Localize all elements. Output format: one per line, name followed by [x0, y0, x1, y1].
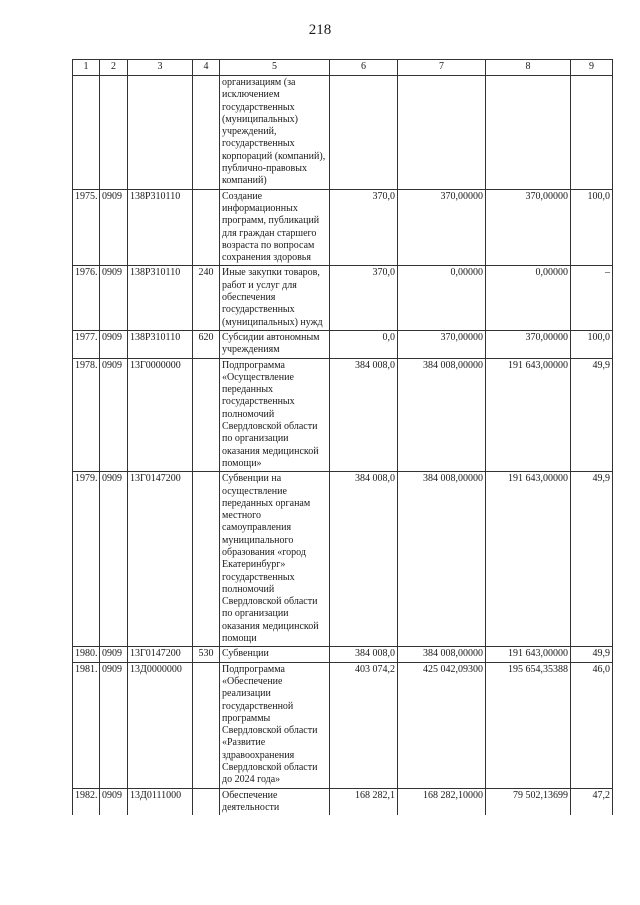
- section-code: 0909: [100, 358, 128, 472]
- execution-percent: 49,9: [571, 472, 613, 647]
- page-number: 218: [308, 22, 332, 38]
- planned-amount: 370,0: [330, 266, 398, 330]
- executed-amount: 191 643,00000: [486, 358, 571, 472]
- section-code: 0909: [100, 189, 128, 266]
- table-row: [73, 189, 613, 266]
- executed-amount: 370,00000: [486, 330, 571, 358]
- row-number: 1975.: [73, 189, 100, 266]
- table-row: [73, 358, 613, 472]
- revised-amount: 168 282,10000: [398, 788, 486, 815]
- target-code: [128, 76, 193, 190]
- section-code: 0909: [100, 788, 128, 815]
- planned-amount: 0,0: [330, 330, 398, 358]
- target-code: 138P310110: [128, 330, 193, 358]
- column-header: 1: [73, 60, 100, 76]
- revised-amount: 370,00000: [398, 189, 486, 266]
- row-number: [73, 76, 100, 190]
- planned-amount: 403 074,2: [330, 662, 398, 788]
- execution-percent: 100,0: [571, 189, 613, 266]
- executed-amount: 79 502,13699: [486, 788, 571, 815]
- column-header: 4: [193, 60, 220, 76]
- revised-amount: 425 042,09300: [398, 662, 486, 788]
- item-description: Подпрограмма «Осуществление переданных государственных полномочий Свердловской области по организации оказания медицинской помощи»: [220, 358, 330, 472]
- section-code: 0909: [100, 647, 128, 662]
- expense-type: 620: [193, 330, 220, 358]
- expense-type: [193, 472, 220, 647]
- row-number: 1976.: [73, 266, 100, 330]
- revised-amount: 370,00000: [398, 330, 486, 358]
- section-code: 0909: [100, 472, 128, 647]
- revised-amount: 384 008,00000: [398, 647, 486, 662]
- execution-percent: 47,2: [571, 788, 613, 815]
- execution-percent: 49,9: [571, 358, 613, 472]
- executed-amount: 195 654,35388: [486, 662, 571, 788]
- expense-type: 240: [193, 266, 220, 330]
- row-number: 1978.: [73, 358, 100, 472]
- item-description: Субвенции: [220, 647, 330, 662]
- planned-amount: 384 008,0: [330, 358, 398, 472]
- table-row: [73, 266, 613, 330]
- table-row: [73, 788, 613, 815]
- executed-amount: [486, 76, 571, 190]
- row-number: 1979.: [73, 472, 100, 647]
- row-number: 1980.: [73, 647, 100, 662]
- planned-amount: 168 282,1: [330, 788, 398, 815]
- revised-amount: 384 008,00000: [398, 472, 486, 647]
- execution-percent: –: [571, 266, 613, 330]
- column-header: 7: [398, 60, 486, 76]
- section-code: [100, 76, 128, 190]
- section-code: 0909: [100, 266, 128, 330]
- table-row: [73, 662, 613, 788]
- target-code: 13Д0000000: [128, 662, 193, 788]
- target-code: 13Д0111000: [128, 788, 193, 815]
- executed-amount: 370,00000: [486, 189, 571, 266]
- table-row: [73, 330, 613, 358]
- section-code: 0909: [100, 330, 128, 358]
- item-description: Обеспечение деятельности: [220, 788, 330, 815]
- column-header: 2: [100, 60, 128, 76]
- execution-percent: [571, 76, 613, 190]
- item-description: Иные закупки товаров, работ и услуг для обеспечения государственных (муниципальных) нужд: [220, 266, 330, 330]
- expense-type: [193, 662, 220, 788]
- execution-percent: 46,0: [571, 662, 613, 788]
- item-description: Субсидии автономным учреждениям: [220, 330, 330, 358]
- execution-percent: 49,9: [571, 647, 613, 662]
- table-row: [73, 472, 613, 647]
- row-number: 1982.: [73, 788, 100, 815]
- header-row: [73, 60, 613, 76]
- table-row: [73, 76, 613, 190]
- expense-type: [193, 358, 220, 472]
- planned-amount: 384 008,0: [330, 647, 398, 662]
- target-code: 138P310110: [128, 189, 193, 266]
- planned-amount: 370,0: [330, 189, 398, 266]
- executed-amount: 0,00000: [486, 266, 571, 330]
- column-header: 6: [330, 60, 398, 76]
- revised-amount: 384 008,00000: [398, 358, 486, 472]
- planned-amount: [330, 76, 398, 190]
- target-code: 13Г0147200: [128, 472, 193, 647]
- expense-type: [193, 76, 220, 190]
- row-number: 1977.: [73, 330, 100, 358]
- column-header: 5: [220, 60, 330, 76]
- expense-type: [193, 788, 220, 815]
- row-number: 1981.: [73, 662, 100, 788]
- revised-amount: [398, 76, 486, 190]
- section-code: 0909: [100, 662, 128, 788]
- column-header: 9: [571, 60, 613, 76]
- target-code: 13Г0147200: [128, 647, 193, 662]
- target-code: 13Г0000000: [128, 358, 193, 472]
- item-description: организациям (за исключением государственных (муниципальных) учреждений, государственных корпораций (компаний), публично-правовых компаний): [220, 76, 330, 190]
- item-description: Подпрограмма «Обеспечение реализации государственной программы Свердловской области «Развитие здравоохранения Свердловской области до 2024 года»: [220, 662, 330, 788]
- expense-type: 530: [193, 647, 220, 662]
- column-header: 3: [128, 60, 193, 76]
- revised-amount: 0,00000: [398, 266, 486, 330]
- executed-amount: 191 643,00000: [486, 647, 571, 662]
- item-description: Субвенции на осуществление переданных органам местного самоуправления муниципального образования «город Екатеринбург» государственных полномочий Свердловской области по организации оказания медицинской помощи: [220, 472, 330, 647]
- target-code: 138P310110: [128, 266, 193, 330]
- executed-amount: 191 643,00000: [486, 472, 571, 647]
- planned-amount: 384 008,0: [330, 472, 398, 647]
- execution-percent: 100,0: [571, 330, 613, 358]
- table-row: [73, 647, 613, 662]
- budget-table: [72, 59, 613, 815]
- column-header: 8: [486, 60, 571, 76]
- item-description: Создание информационных программ, публикаций для граждан старшего возраста по вопросам сохранения здоровья: [220, 189, 330, 266]
- expense-type: [193, 189, 220, 266]
